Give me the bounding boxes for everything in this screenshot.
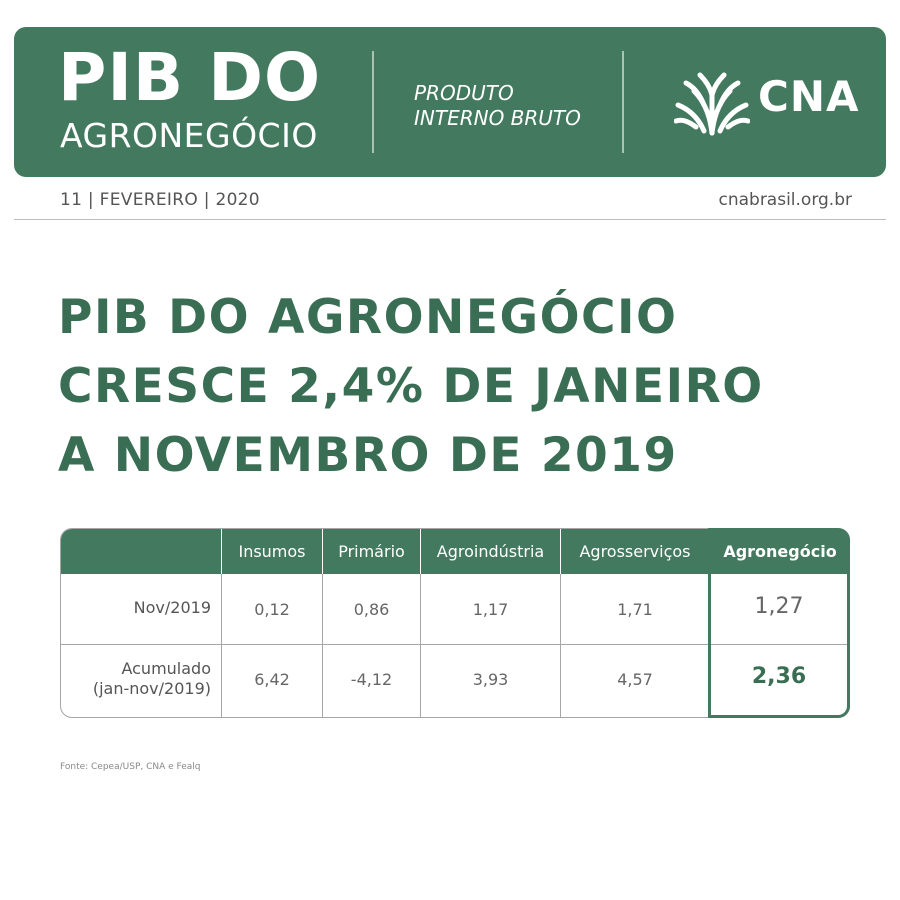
headline-line-3: A NOVEMBRO DE 2019: [58, 428, 678, 483]
column-header-primario: Primário: [338, 542, 405, 561]
column-header-agroindustria: Agroindústria: [436, 542, 545, 561]
source-note: Fonte: Cepea/USP, CNA e Fealq: [60, 762, 201, 772]
headline-line-1: PIB DO AGRONEGÓCIO: [58, 290, 678, 345]
agronegocio-accumulated-value: 2,36: [751, 664, 807, 689]
row-label-line: Acumulado: [121, 659, 211, 678]
banner-subtitle-line-2: INTERNO BRUTO: [414, 106, 581, 130]
banner-subtitle: [414, 81, 581, 131]
row-label-line: (jan-nov/2019): [92, 679, 211, 698]
table-cell: 6,42: [254, 670, 290, 689]
divider: [14, 219, 886, 220]
table-cell: 3,93: [472, 670, 509, 689]
banner-subtitle-line-1: PRODUTO: [414, 81, 514, 105]
table-cell: -4,12: [350, 670, 393, 689]
column-header-agrosservicos: Agrosserviços: [579, 542, 691, 561]
table-cell: 1,17: [472, 600, 509, 619]
agronegocio-highlight: [708, 528, 850, 718]
header-divider: [420, 529, 421, 574]
headline: [58, 283, 878, 490]
row-label-line: Nov/2019: [133, 598, 211, 617]
table-cell: 1,71: [617, 600, 653, 619]
banner-divider: [372, 51, 374, 153]
agronegocio-nov-value: 1,27: [754, 594, 804, 619]
row-label-nov-2019: [61, 598, 211, 618]
row-label-acumulado: [61, 659, 211, 699]
column-header-insumos: Insumos: [238, 542, 306, 561]
table-cell: 0,86: [353, 600, 390, 619]
table-cell: 4,57: [617, 670, 653, 689]
publication-date: 11 | FEVEREIRO | 2020: [60, 190, 260, 210]
banner-title-subline: AGRONEGÓCIO: [60, 116, 318, 155]
banner-title: PIB DO: [58, 39, 322, 116]
table-cell: 0,12: [254, 600, 290, 619]
cna-leaf-logo-icon: [674, 65, 750, 137]
column-header-agronegocio: Agronegócio: [723, 542, 837, 561]
site-link[interactable]: cnabrasil.org.br: [718, 190, 852, 210]
banner-divider: [622, 51, 624, 153]
headline-line-2: CRESCE 2,4% DE JANEIRO: [58, 359, 764, 414]
header-divider: [560, 529, 561, 574]
header-divider: [322, 529, 323, 574]
header-banner: [14, 27, 886, 177]
header-divider: [221, 529, 222, 574]
cna-logo-text: CNA: [758, 72, 860, 121]
